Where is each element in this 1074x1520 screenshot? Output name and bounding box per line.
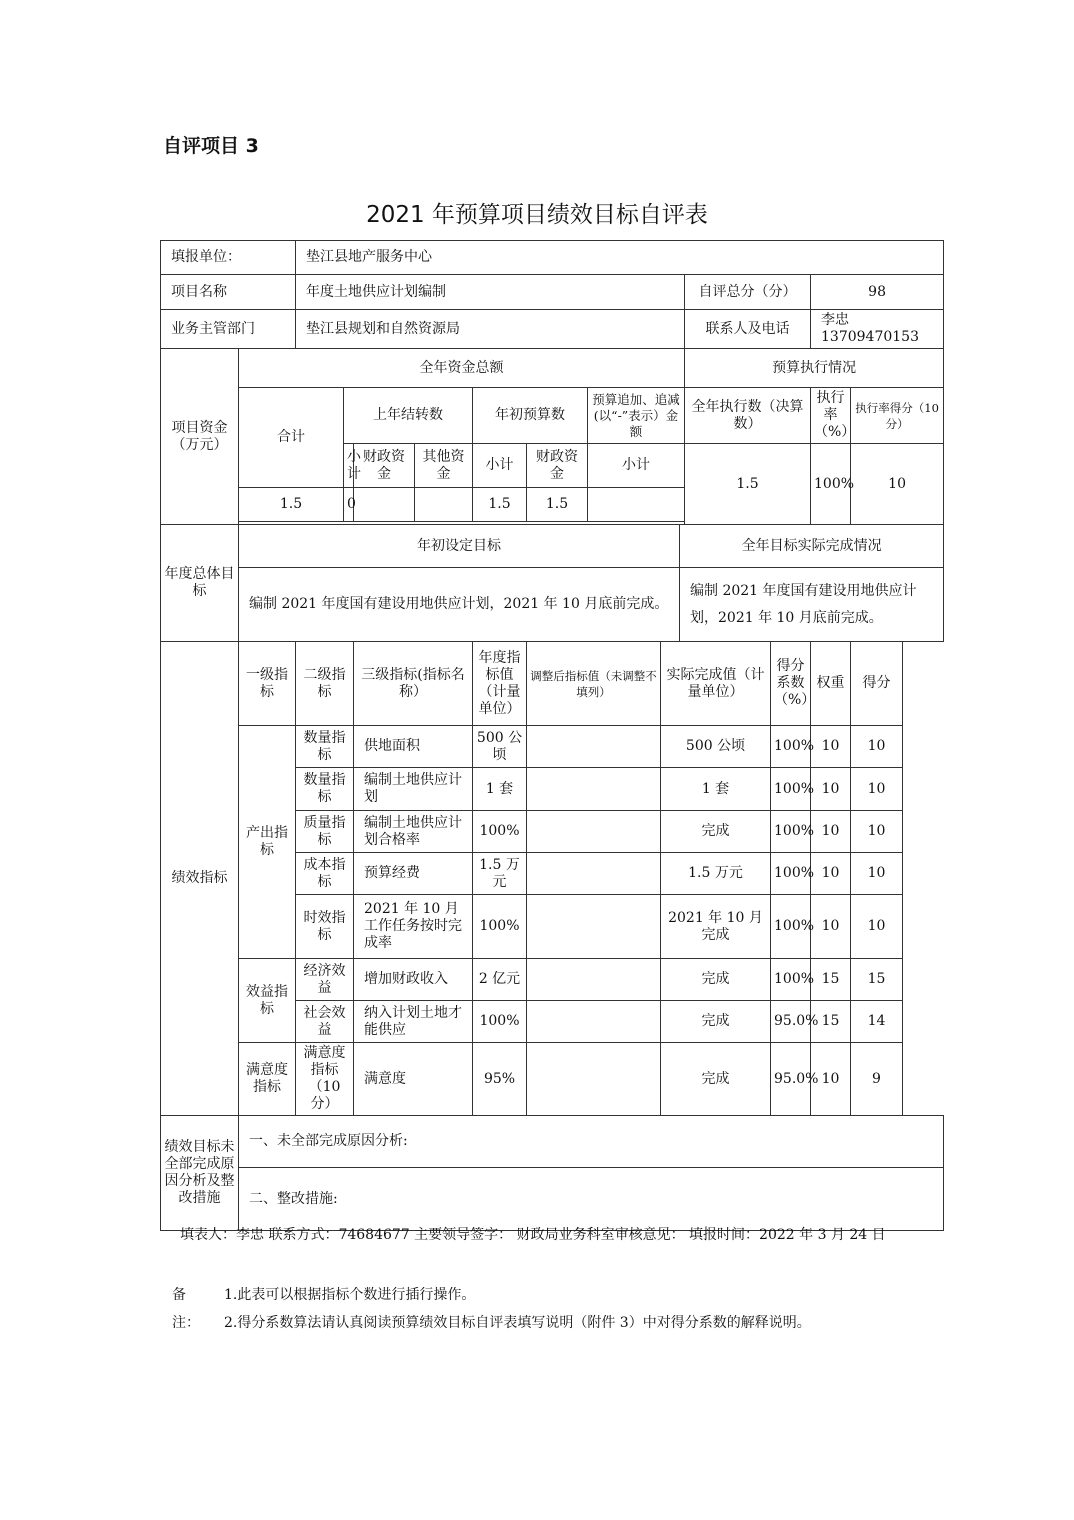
row-l3: 纳入计划土地才能供应 xyxy=(354,1001,473,1043)
actual-exec-header: 全年执行数（决算数） xyxy=(685,388,811,444)
row-l3: 编制土地供应计划 xyxy=(354,768,473,811)
row-actual: 500 公顷 xyxy=(661,726,771,768)
perf-target-header: 年度指标值（计量单位） xyxy=(473,642,527,726)
row-target: 100% xyxy=(473,811,527,853)
table-row xyxy=(161,1043,944,1116)
row-coef: 100% xyxy=(771,853,811,895)
row-l2: 时效指标 xyxy=(296,895,354,959)
row-l3: 2021 年 10 月工作任务按时完成率 xyxy=(354,895,473,959)
row-weight: 15 xyxy=(811,959,851,1001)
row-coef: 100% xyxy=(771,768,811,811)
row-l2: 经济效益 xyxy=(296,959,354,1001)
row-adjusted xyxy=(527,853,661,895)
row-score: 10 xyxy=(851,853,903,895)
project-name-value: 年度土地供应计划编制 xyxy=(296,275,685,310)
row-coef: 100% xyxy=(771,959,811,1001)
row-l3: 增加财政收入 xyxy=(354,959,473,1001)
annual-done-text: 编制 2021 年度国有建设用地供应计划，2021 年 10 月底前完成。 xyxy=(680,568,944,642)
perf-l2-header: 二级指标 xyxy=(296,642,354,726)
prev-caizheng-value xyxy=(354,488,415,522)
annual-set-header: 年初设定目标 xyxy=(239,525,680,568)
reasons-analysis: 一、未全部完成原因分析: xyxy=(239,1116,944,1168)
group-satisfaction: 满意度指标 xyxy=(239,1043,296,1116)
rate-score-header: 执行率得分（10 分） xyxy=(851,388,944,444)
row-actual: 完成 xyxy=(661,1043,771,1116)
group-benefit: 效益指标 xyxy=(239,959,296,1043)
exec-rate-header: 执行率（%） xyxy=(811,388,851,444)
row-coef: 100% xyxy=(771,895,811,959)
begin-budget-header: 年初预算数 xyxy=(473,388,588,444)
budget-exec-header: 预算执行情况 xyxy=(685,349,944,388)
funds-heji-header: 合计 xyxy=(239,388,344,488)
project-name-label: 项目名称 xyxy=(161,275,296,310)
row-adjusted xyxy=(527,1001,661,1043)
perf-side-label: 绩效指标 xyxy=(161,642,239,1116)
funds-total-header: 全年资金总额 xyxy=(239,349,685,388)
adjust-xiaoji-value xyxy=(588,488,685,522)
row-l2: 满意度指标（10 分） xyxy=(296,1043,354,1116)
begin-xiaoji-header: 小计 xyxy=(473,444,527,488)
prev-xiaoji-value: 0 xyxy=(344,488,354,522)
note-1 xyxy=(172,1284,475,1304)
row-target: 1 套 xyxy=(473,768,527,811)
row-actual: 完成 xyxy=(661,959,771,1001)
row-adjusted xyxy=(527,959,661,1001)
row-score: 15 xyxy=(851,959,903,1001)
prev-qita-header: 其他资金 xyxy=(415,444,473,488)
row-adjusted xyxy=(527,895,661,959)
footer-signatures: 填表人：李忠 联系方式：74684677 主要领导签字： 财政局业务科室审核意见： 填报时间：2022 年 3 月 24 日 xyxy=(180,1227,886,1243)
contact-value: 李忠 13709470153 xyxy=(811,310,944,349)
row-l3: 供地面积 xyxy=(354,726,473,768)
row-adjusted xyxy=(527,1043,661,1116)
row-l2: 数量指标 xyxy=(296,768,354,811)
row-weight: 10 xyxy=(811,811,851,853)
dept-value: 垫江县规划和自然资源局 xyxy=(296,310,685,349)
row-coef: 100% xyxy=(771,726,811,768)
row-l3: 编制土地供应计划合格率 xyxy=(354,811,473,853)
perf-l3-header: 三级指标(指标名称） xyxy=(354,642,473,726)
contact-label: 联系人及电话 xyxy=(685,310,811,349)
row-target: 500 公顷 xyxy=(473,726,527,768)
row-weight: 10 xyxy=(811,768,851,811)
exec-rate-value: 100% xyxy=(811,444,851,525)
actual-exec-value: 1.5 xyxy=(685,444,811,525)
adjust-header: 预算追加、追减(以“-”表示）金额 xyxy=(588,388,685,444)
self-evaluation-table xyxy=(160,240,944,1231)
rate-score-value: 10 xyxy=(851,444,944,525)
perf-adjusted-header: 调整后指标值（未调整不填列） xyxy=(527,642,661,726)
row-actual: 完成 xyxy=(661,1001,771,1043)
row-adjusted xyxy=(527,811,661,853)
unit-label: 填报单位： xyxy=(161,241,296,275)
reasons-measures: 二、整改措施: xyxy=(239,1168,944,1231)
row-score: 10 xyxy=(851,895,903,959)
row-weight: 10 xyxy=(811,853,851,895)
row-score: 10 xyxy=(851,768,903,811)
row-score: 10 xyxy=(851,811,903,853)
begin-xiaoji-value: 1.5 xyxy=(473,488,527,522)
annual-done-header: 全年目标实际完成情况 xyxy=(680,525,944,568)
row-l2: 质量指标 xyxy=(296,811,354,853)
row-coef: 100% xyxy=(771,811,811,853)
adjust-xiaoji-header: 小计 xyxy=(588,444,685,488)
row-coef: 95.0% xyxy=(771,1001,811,1043)
note-item-1: 1.此表可以根据指标个数进行插行操作。 xyxy=(224,1287,476,1303)
note-label-1: 备 xyxy=(172,1287,186,1303)
unit-value: 垫江县地产服务中心 xyxy=(296,241,944,275)
row-score: 10 xyxy=(851,726,903,768)
annual-set-text: 编制 2021 年度国有建设用地供应计划，2021 年 10 月底前完成。 xyxy=(239,568,680,642)
perf-weight-header: 权重 xyxy=(811,642,851,726)
row-l2: 社会效益 xyxy=(296,1001,354,1043)
row-score: 14 xyxy=(851,1001,903,1043)
row-weight: 10 xyxy=(811,895,851,959)
row-weight: 10 xyxy=(811,726,851,768)
row-target: 100% xyxy=(473,1001,527,1043)
row-target: 1.5 万元 xyxy=(473,853,527,895)
row-actual: 1.5 万元 xyxy=(661,853,771,895)
table-row xyxy=(161,726,944,768)
row-actual: 1 套 xyxy=(661,768,771,811)
row-coef: 95.0% xyxy=(771,1043,811,1116)
prev-caizheng-header: 财政资金 xyxy=(354,444,415,488)
perf-coef-header: 得分系数（%） xyxy=(771,642,811,726)
total-score-value: 98 xyxy=(811,275,944,310)
document-title: 2021 年预算项目绩效目标自评表 xyxy=(366,202,708,228)
begin-caizheng-header: 财政资金 xyxy=(527,444,588,488)
row-adjusted xyxy=(527,768,661,811)
prev-xiaoji-header: 小计 xyxy=(344,444,354,488)
row-weight: 15 xyxy=(811,1001,851,1043)
begin-caizheng-value: 1.5 xyxy=(527,488,588,522)
row-l3: 预算经费 xyxy=(354,853,473,895)
note-2 xyxy=(172,1312,811,1332)
heji-value: 1.5 xyxy=(239,488,344,522)
table-row xyxy=(161,959,944,1001)
annual-goal-side-label: 年度总体目标 xyxy=(161,525,239,642)
perf-l1-header: 一级指标 xyxy=(239,642,296,726)
note-item-2: 2.得分系数算法请认真阅读预算绩效目标自评表填写说明（附件 3）中对得分系数的解释说明。 xyxy=(224,1315,811,1331)
row-l2: 成本指标 xyxy=(296,853,354,895)
perf-score-header: 得分 xyxy=(851,642,903,726)
row-target: 95% xyxy=(473,1043,527,1116)
row-l2: 数量指标 xyxy=(296,726,354,768)
reasons-side-label: 绩效目标未全部完成原因分析及整改措施 xyxy=(161,1116,239,1231)
note-label-2: 注： xyxy=(172,1315,200,1331)
total-score-label: 自评总分（分） xyxy=(685,275,811,310)
dept-label: 业务主管部门 xyxy=(161,310,296,349)
row-score: 9 xyxy=(851,1043,903,1116)
perf-actual-header: 实际完成值（计量单位） xyxy=(661,642,771,726)
prev-year-header: 上年结转数 xyxy=(344,388,473,444)
row-adjusted xyxy=(527,726,661,768)
row-target: 2 亿元 xyxy=(473,959,527,1001)
row-target: 100% xyxy=(473,895,527,959)
row-actual: 完成 xyxy=(661,811,771,853)
page-heading: 自评项目 3 xyxy=(163,135,259,157)
prev-qita-value xyxy=(415,488,473,522)
row-actual: 2021 年 10 月完成 xyxy=(661,895,771,959)
row-l3: 满意度 xyxy=(354,1043,473,1116)
row-weight: 10 xyxy=(811,1043,851,1116)
group-output: 产出指标 xyxy=(239,726,296,959)
funds-side-label: 项目资金（万元） xyxy=(161,349,239,525)
